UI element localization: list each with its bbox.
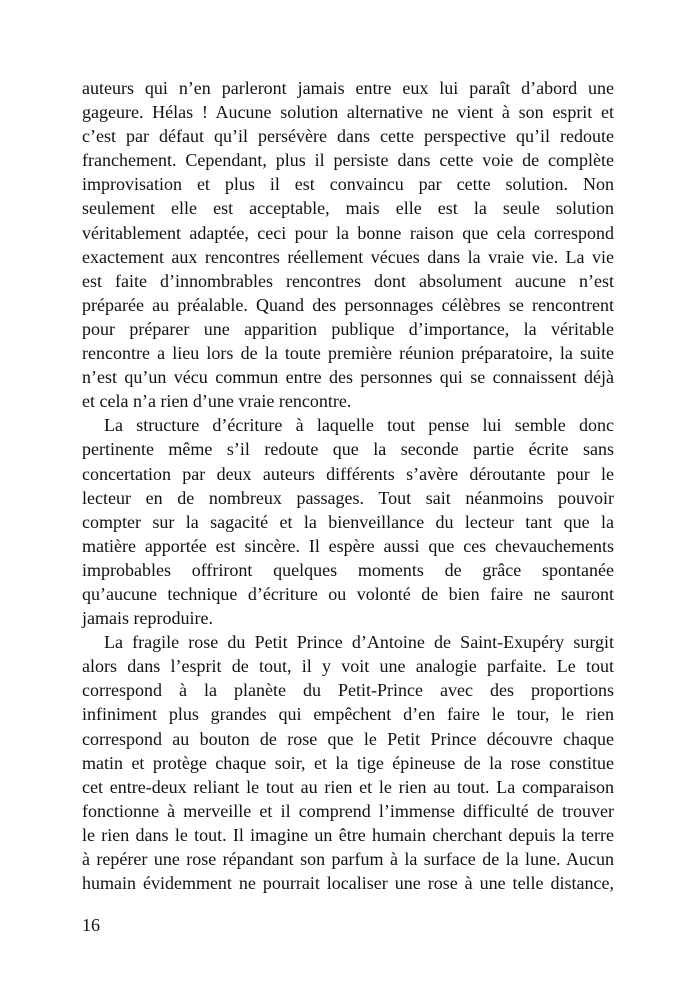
text-line: matin et protège chaque soir, et la tige épineuse de la rose constitue <box>82 752 614 773</box>
text-line: franchement. Cependant, plus il persiste dans cette voie de complète <box>82 150 614 171</box>
text-line: véritablement adaptée, ceci pour la bonne raison que cela correspond <box>82 222 614 243</box>
paragraph <box>82 76 614 413</box>
text-line: seulement elle est acceptable, mais elle est la seule solution <box>82 198 614 219</box>
text-line: pour préparer une apparition publique d’importance, la véritable <box>82 318 614 339</box>
text-line: exactement aux rencontres réellement vécues dans la vraie vie. La vie <box>82 246 614 267</box>
page-body-text <box>82 76 614 895</box>
text-line: lecteur en de nombreux passages. Tout sait néanmoins pouvoir <box>82 487 614 508</box>
text-line: compter sur la sagacité et la bienveillance du lecteur tant que la <box>82 511 614 532</box>
text-line: cet entre-deux reliant le tout au rien et le rien au tout. La comparaison <box>82 776 614 797</box>
text-line: jamais reproduire. <box>82 608 213 629</box>
paragraph <box>82 630 614 895</box>
text-line: infiniment plus grandes qui empêchent d’en faire le tour, le rien <box>82 704 614 725</box>
text-line: concertation par deux auteurs différents s’avère déroutante pour le <box>82 463 614 484</box>
text-line: n’est qu’un vécu commun entre des personnes qui se connaissent déjà <box>82 367 614 388</box>
text-line: alors dans l’esprit de tout, il y voit une analogie parfaite. Le tout <box>82 656 614 677</box>
text-line: préparée au préalable. Quand des personnages célèbres se rencontrent <box>82 294 614 315</box>
text-line: La fragile rose du Petit Prince d’Antoine de Saint-Exupéry surgit <box>104 632 614 653</box>
text-line: auteurs qui n’en parleront jamais entre eux lui paraît d’abord une <box>82 78 614 98</box>
text-line: improbables offriront quelques moments de grâce spontanée <box>82 559 614 580</box>
page-number: 16 <box>82 915 100 935</box>
text-line: fonctionne à merveille et il comprend l’immense difficulté de trouver <box>82 800 614 821</box>
text-line: le rien dans le tout. Il imagine un être humain cherchant depuis la terre <box>82 824 614 845</box>
text-line: à repérer une rose répandant son parfum à la surface de la lune. Aucun <box>82 849 614 869</box>
paragraph <box>82 413 614 630</box>
text-line: et cela n’a rien d’une vraie rencontre. <box>82 391 352 412</box>
text-line: correspond à la planète du Petit-Prince avec des proportions <box>82 680 614 701</box>
text-line: matière apportée est sincère. Il espère aussi que ces chevauchements <box>82 535 614 556</box>
text-line: humain évidemment ne pourrait localiser une rose à une telle distance, <box>82 873 614 894</box>
text-line: est faite d’innombrables rencontres dont absolument aucune n’est <box>82 270 614 291</box>
text-line: improvisation et plus il est convaincu par cette solution. Non <box>82 174 614 195</box>
text-line: gageure. Hélas ! Aucune solution alternative ne vient à son esprit et <box>82 102 614 123</box>
text-line: rencontre a lieu lors de la toute première réunion préparatoire, la suite <box>82 343 614 364</box>
text-line: pertinente même s’il redoute que la seconde partie écrite sans <box>82 439 614 460</box>
text-line: correspond au bouton de rose que le Petit Prince découvre chaque <box>82 728 614 749</box>
text-line: La structure d’écriture à laquelle tout pense lui semble donc <box>104 415 614 436</box>
text-line: qu’aucune technique d’écriture ou volonté de bien faire ne sauront <box>82 583 614 604</box>
text-line: c’est par défaut qu’il persévère dans cette perspective qu’il redoute <box>82 126 614 147</box>
